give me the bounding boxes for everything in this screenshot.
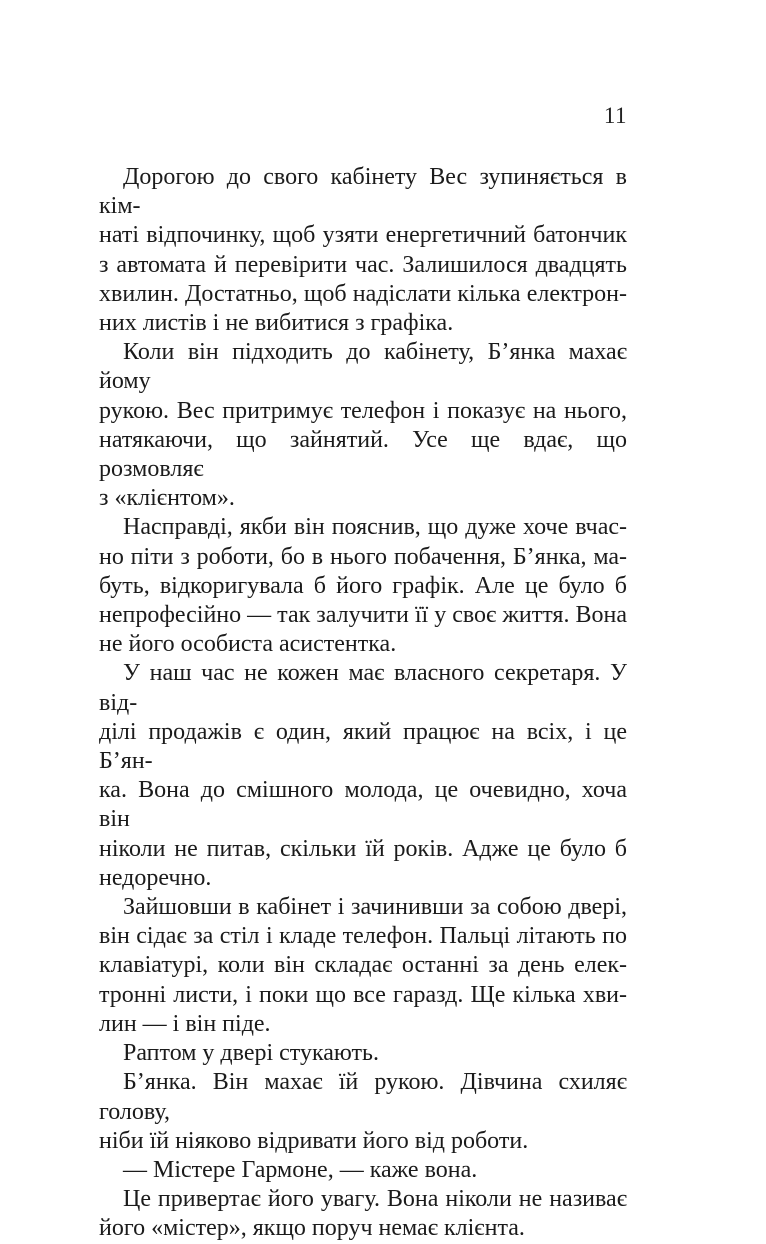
paragraph xyxy=(99,893,627,1039)
text-line: тронні листи, і поки що все гаразд. Ще кілька хви- xyxy=(99,981,627,1008)
text-line: клавіатурі, коли він складає останні за день елек- xyxy=(99,952,627,979)
text-line: ніби їй ніяково відривати його від роботи. xyxy=(99,1127,529,1154)
text-line: з автомата й перевірити час. Залишилося двадцять xyxy=(99,251,627,278)
page-number: 11 xyxy=(603,103,627,128)
text-line: не його особиста асистентка. xyxy=(99,631,397,658)
text-line: Це привертає його увагу. Вона ніколи не називає xyxy=(123,1186,627,1213)
paragraph xyxy=(99,1068,627,1156)
text-line: рукою. Вес притримує телефон і показує на нього, xyxy=(99,397,627,424)
page-text xyxy=(99,163,627,1244)
text-line: хвилин. Достатньо, щоб надіслати кілька електрон- xyxy=(99,280,627,307)
paragraph xyxy=(99,338,627,513)
text-line: ка. Вона до смішного молода, це очевидно, хоча він xyxy=(99,777,627,833)
text-line: Насправді, якби він пояснив, що дуже хоче вчас- xyxy=(123,514,627,541)
text-line: буть, відкоригувала б його графік. Але це було б xyxy=(99,572,627,599)
paragraph xyxy=(99,659,627,893)
paragraph xyxy=(99,1039,627,1068)
text-line: лин — і він піде. xyxy=(99,1010,271,1037)
text-line: Б’янка. Він махає їй рукою. Дівчина схиляє голову, xyxy=(99,1069,627,1125)
text-line: У наш час не кожен має власного секретаря. У від- xyxy=(99,660,627,716)
text-line: Раптом у двері стукають. xyxy=(123,1040,379,1067)
text-line: його «містер», якщо поруч немає клієнта. xyxy=(99,1215,525,1242)
text-line: Дорогою до свого кабінету Вес зупиняється в кім- xyxy=(99,164,627,220)
text-line: наті відпочинку, щоб узяти енергетичний батончик xyxy=(99,222,627,249)
paragraph xyxy=(99,1156,627,1185)
text-line: недоречно. xyxy=(99,864,212,891)
text-line: Зайшовши в кабінет і зачинивши за собою двері, xyxy=(123,894,627,921)
text-line: — Містере Гармоне, — каже вона. xyxy=(123,1156,478,1183)
text-line: ніколи не питав, скільки їй років. Адже це було б xyxy=(99,835,627,862)
paragraph xyxy=(99,1185,627,1243)
text-line: но піти з роботи, бо в нього побачення, Б’янка, ма- xyxy=(99,543,627,570)
text-line: з «клієнтом». xyxy=(99,485,235,512)
paragraph xyxy=(99,513,627,659)
paragraph xyxy=(99,163,627,338)
text-line: непрофесійно — так залучити її у своє життя. Вона xyxy=(99,602,627,629)
text-line: натякаючи, що зайнятий. Усе ще вдає, що розмовляє xyxy=(99,426,627,483)
text-line: ділі продажів є один, який працює на всіх, і це Б’ян- xyxy=(99,718,627,775)
text-line: Коли він підходить до кабінету, Б’янка махає йому xyxy=(99,339,627,395)
text-line: він сідає за стіл і кладе телефон. Пальці літають по xyxy=(99,923,627,950)
text-line: них листів і не вибитися з графіка. xyxy=(99,310,454,337)
